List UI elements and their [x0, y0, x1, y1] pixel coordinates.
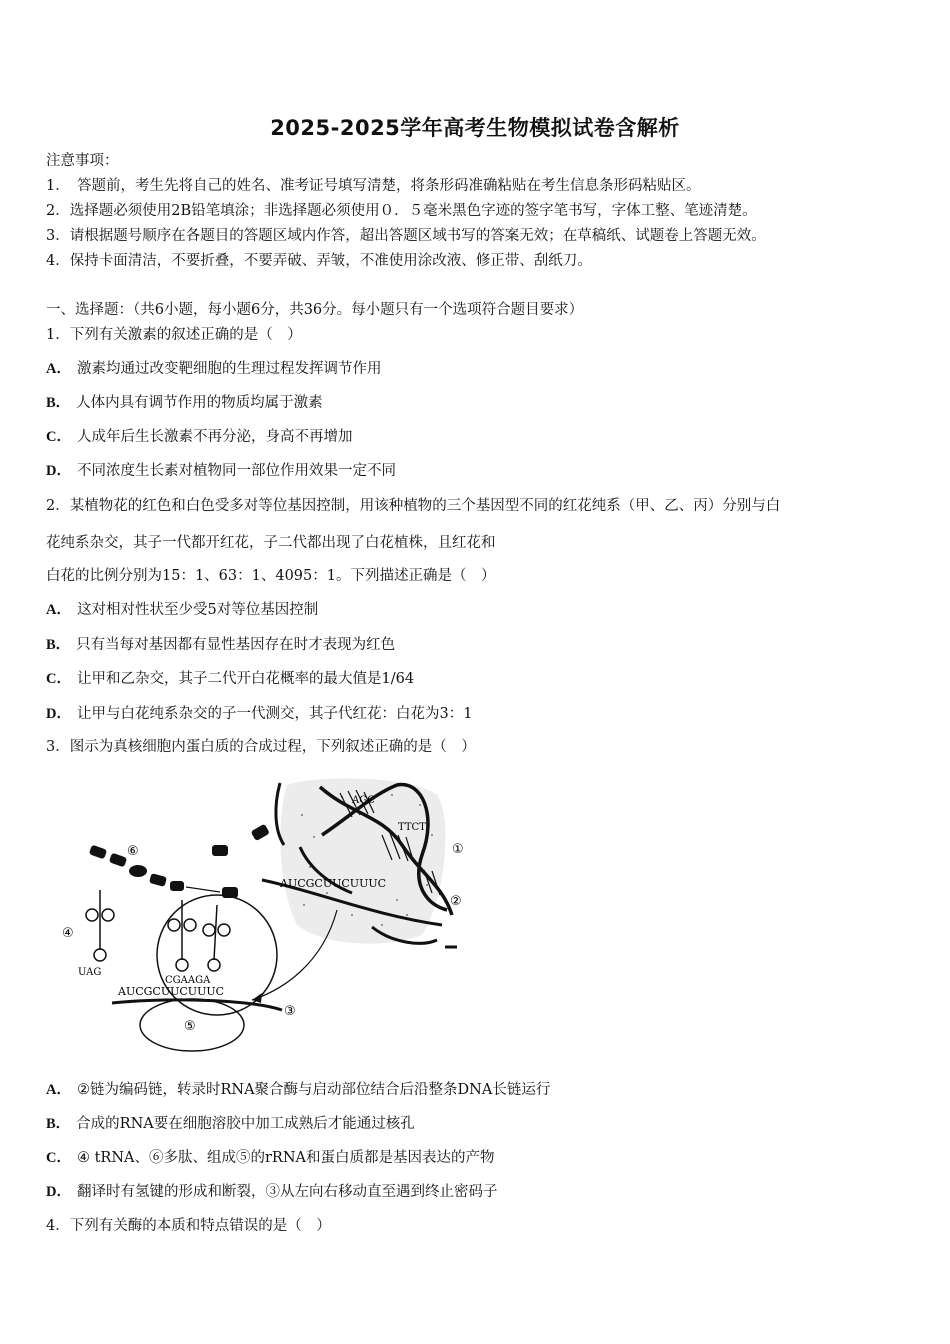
question-2-option-c: [46, 669, 414, 689]
question-2-stem-line-2: 花纯系杂交，其子一代都开红花，子二代都出现了白花植株，且红花和: [46, 535, 496, 551]
option-text: ④ tRNA、⑥多肽、组成⑤的rRNA和蛋白质都是基因表达的产物: [76, 1150, 495, 1166]
polypeptide-chain: [89, 824, 270, 898]
option-label: D．: [46, 1184, 71, 1200]
protein-synthesis-figure: [52, 775, 482, 1060]
option-text: 人体内具有调节作用的物质均属于激素: [76, 395, 323, 411]
option-text: 翻译时有氢键的形成和断裂，③从左向右移动直至遇到终止密码子: [76, 1184, 498, 1200]
label-circle-3: ③: [284, 1004, 296, 1019]
dna-top-bases: AGC: [352, 795, 375, 806]
option-label: B．: [46, 1116, 71, 1132]
question-2-option-a: [46, 600, 318, 620]
label-circle-5: ⑤: [184, 1019, 196, 1034]
section-heading: 一、选择题：（共6小题，每小题6分，共36分。每小题只有一个选项符合题目要求）: [46, 302, 584, 318]
option-label: B．: [46, 637, 71, 653]
peptide-link: [186, 887, 220, 892]
question-2-stem-line-3: 白花的比例分别为15：1、63：1、4095：1。下列描述正确是（ ）: [46, 568, 496, 584]
option-text: 这对相对性状至少受5对等位基因控制: [76, 602, 319, 618]
option-label: A．: [46, 1082, 71, 1098]
option-text: 让甲和乙杂交，其子二代开白花概率的最大值是1/64: [76, 671, 415, 687]
label-circle-2: ②: [450, 894, 462, 909]
ribosome-mrna-sequence: AUCGCUUCUUUC: [118, 985, 225, 998]
free-trna: [86, 890, 114, 961]
label-circle-6: ⑥: [127, 844, 139, 859]
option-label: C．: [46, 1150, 71, 1166]
question-3-option-a: [46, 1080, 550, 1100]
question-3-option-b: [46, 1114, 415, 1134]
notice-heading: 注意事项：: [46, 153, 119, 169]
option-label: A．: [46, 602, 71, 618]
option-text: 让甲与白花纯系杂交的子一代测交，其子代红花：白花为3：1: [76, 706, 473, 722]
option-text: 人成年后生长激素不再分泌，身高不再增加: [76, 429, 353, 445]
question-1-option-b: [46, 393, 323, 413]
notice-item-3: 3．请根据题号顺序在各题目的答题区域内作答，超出答题区域书写的答案无效；在草稿纸、试题卷上答题无效。: [46, 228, 766, 244]
notice-item-4: 4．保持卡面清洁，不要折叠，不要弄破、弄皱，不准使用涂改液、修正带、刮纸刀。: [46, 253, 592, 269]
label-circle-4: ④: [62, 926, 74, 941]
protein-synthesis-diagram: [52, 775, 482, 1060]
question-1-option-a: [46, 359, 381, 379]
question-3-option-c: [46, 1148, 495, 1168]
option-label: A．: [46, 361, 71, 377]
question-1-option-c: [46, 427, 352, 447]
option-text: ②链为编码链，转录时RNA聚合酶与启动部位结合后沿整条DNA长链运行: [76, 1082, 551, 1098]
notice-item-1: 1． 答题前，考生先将自己的姓名、准考证号填写清楚，将条形码准确粘贴在考生信息条形码粘贴区。: [46, 178, 701, 194]
question-4-stem: 4．下列有关酶的本质和特点错误的是（ ）: [46, 1218, 331, 1234]
option-label: D．: [46, 706, 71, 722]
option-text: 只有当每对基因都有显性基因存在时才表现为红色: [76, 637, 396, 653]
free-trna-anticodon: UAG: [78, 967, 102, 978]
page-title: 2025-2025学年高考生物模拟试卷含解析: [270, 116, 680, 140]
nuclear-mrna-sequence: AUCGCUUCUUUC: [280, 877, 387, 890]
question-2-option-b: [46, 635, 395, 655]
question-2-option-d: [46, 704, 472, 724]
option-label: C．: [46, 429, 71, 445]
option-label: D．: [46, 463, 71, 479]
label-circle-1: ①: [452, 842, 464, 857]
notice-item-2: 2．选择题必须使用2B铅笔填涂；非选择题必须使用０．５毫米黑色字迹的签字笔书写，字体工整、笔迹清楚。: [46, 203, 757, 219]
option-label: B．: [46, 395, 71, 411]
arrow-head: [252, 993, 262, 1003]
question-1-stem: 1．下列有关激素的叙述正确的是（ ）: [46, 327, 302, 343]
question-1-option-d: [46, 461, 396, 481]
question-3-stem: 3．图示为真核细胞内蛋白质的合成过程，下列叙述正确的是（ ）: [46, 739, 476, 755]
bound-trna-anticodons: CGAAGA: [165, 975, 211, 986]
question-3-option-d: [46, 1182, 497, 1202]
option-text: 激素均通过改变靶细胞的生理过程发挥调节作用: [76, 361, 382, 377]
option-label: C．: [46, 671, 71, 687]
dna-middle-bases: TTCT: [398, 822, 426, 833]
question-2-stem-line-1: 2．某植物花的红色和白色受多对等位基因控制，用该种植物的三个基因型不同的红花纯系（甲、乙、丙）分别与白: [46, 498, 781, 514]
option-text: 合成的RNA要在细胞溶胶中加工成熟后才能通过核孔: [76, 1116, 415, 1132]
option-text: 不同浓度生长素对植物同一部位作用效果一定不同: [76, 463, 396, 479]
